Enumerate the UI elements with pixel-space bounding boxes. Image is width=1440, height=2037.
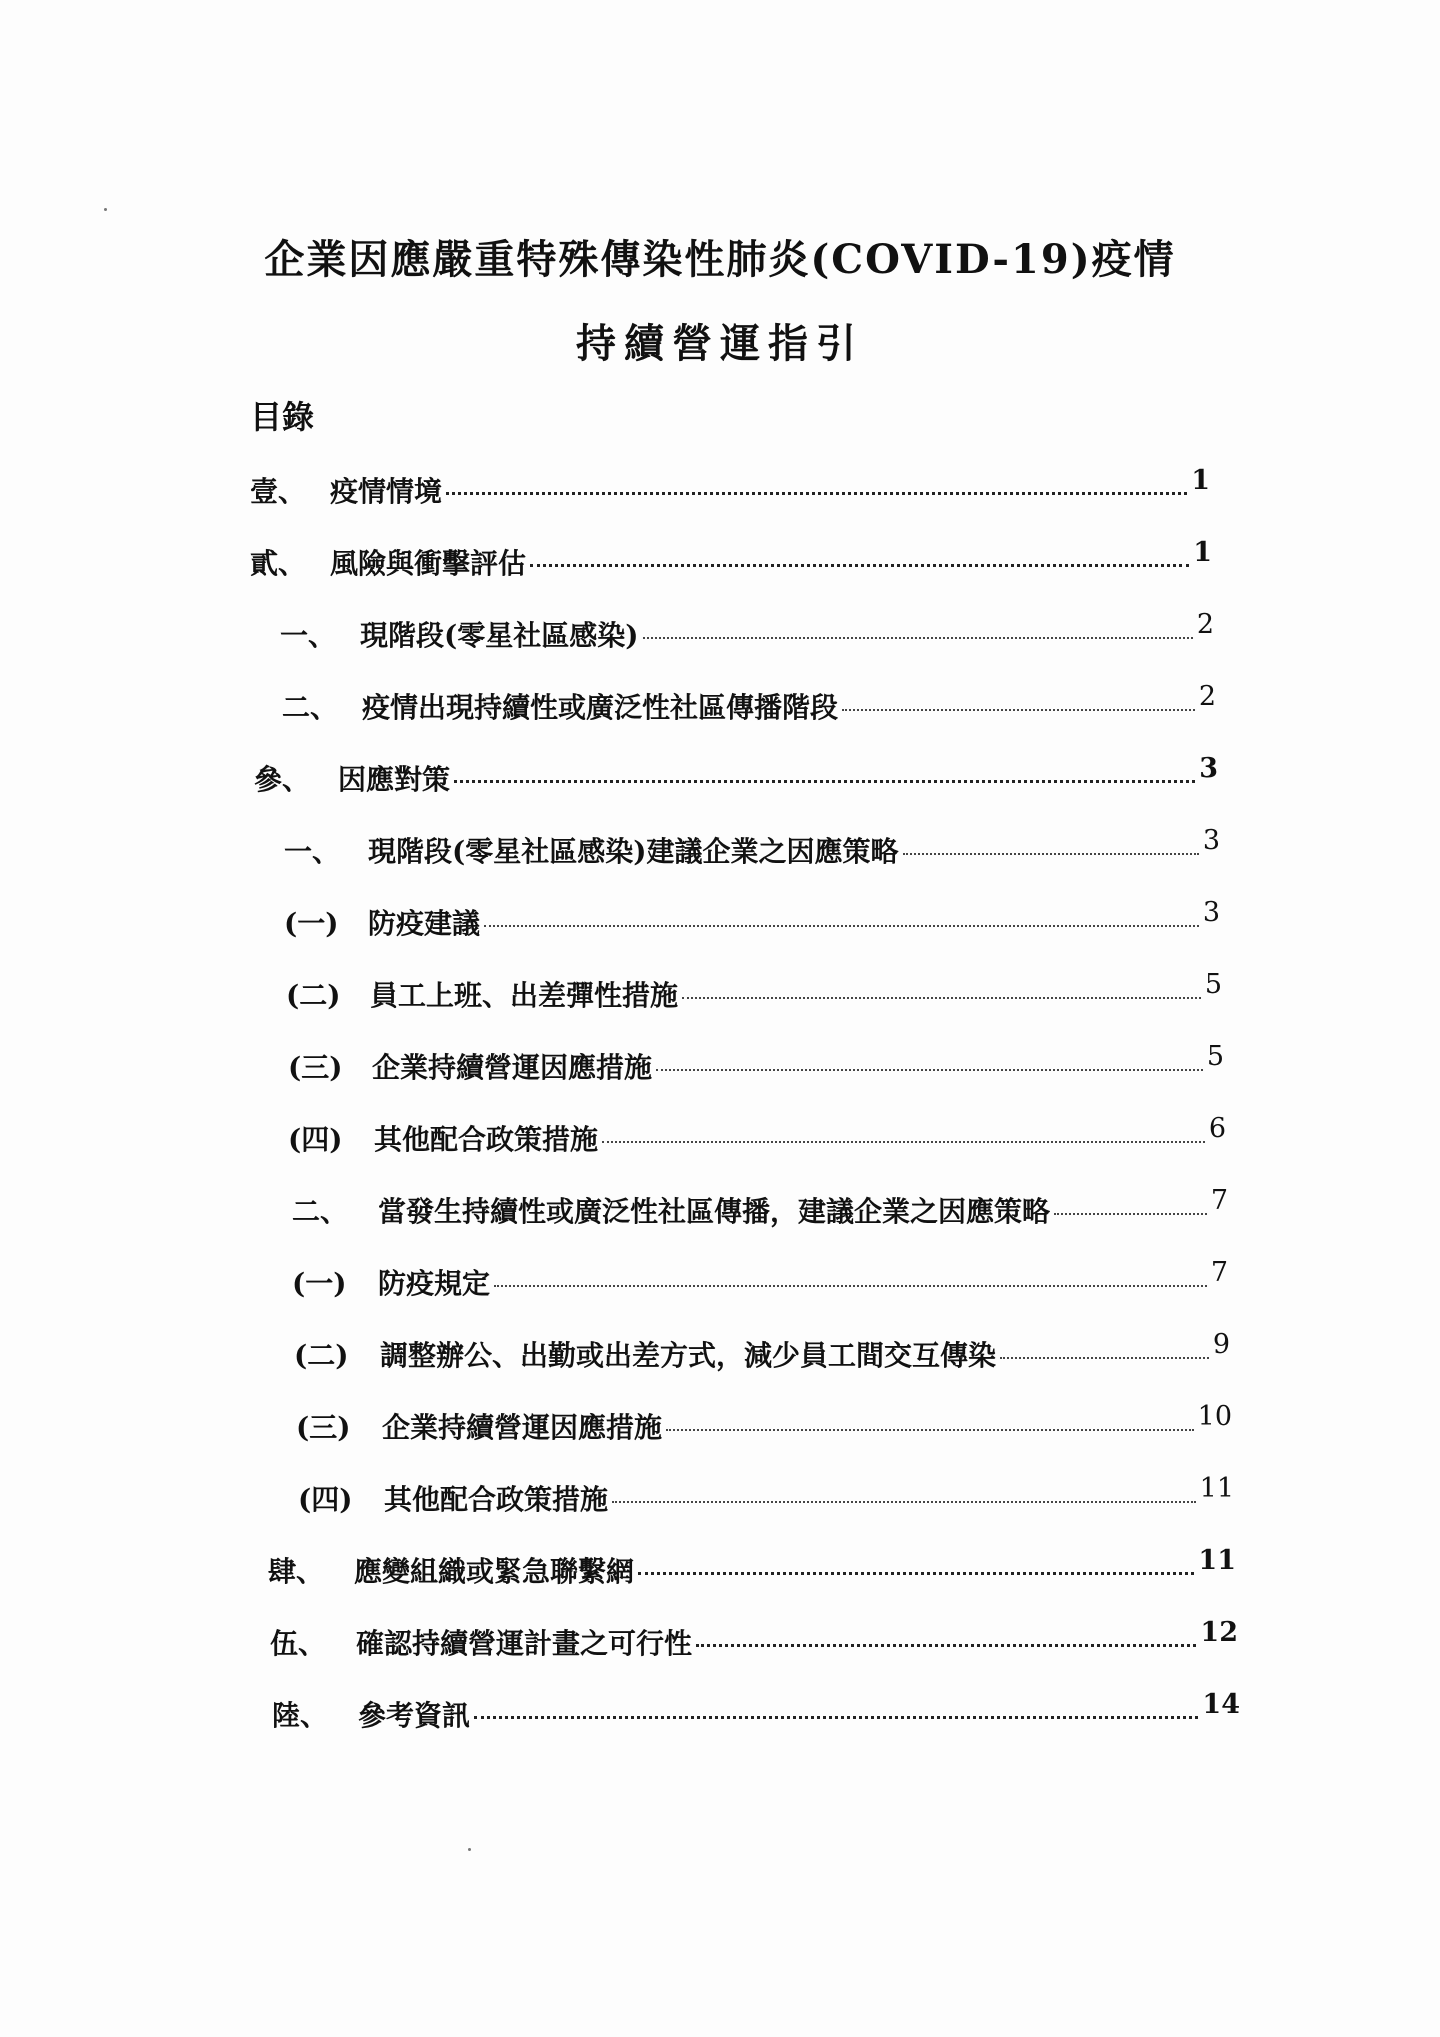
toc-entry-label: 企業持續營運因應措施 xyxy=(372,1051,653,1084)
toc-entry xyxy=(282,681,1216,726)
toc-entry-page: 2 xyxy=(1196,609,1214,640)
toc-entry-page: 7 xyxy=(1210,1257,1228,1288)
scan-speck xyxy=(468,1848,471,1851)
toc-entry xyxy=(294,1329,1230,1374)
toc-leader-dots xyxy=(454,780,1195,783)
toc-entry-number: 一、 xyxy=(280,619,337,652)
toc-entry-page: 1 xyxy=(1191,465,1210,496)
toc-entry-number: (二) xyxy=(294,1339,349,1372)
toc-entry-page: 2 xyxy=(1198,681,1216,712)
scan-speck xyxy=(104,208,107,211)
toc-entry-page: 3 xyxy=(1202,825,1220,856)
toc-entry xyxy=(250,465,1210,510)
toc-leader-dots xyxy=(530,564,1189,567)
toc-entry-label: 員工上班、出差彈性措施 xyxy=(370,979,679,1012)
toc-entry-page: 9 xyxy=(1212,1329,1230,1360)
toc-entry xyxy=(288,1113,1226,1158)
toc-leader-dots xyxy=(643,637,1193,639)
toc-entry-label: 其他配合政策措施 xyxy=(384,1483,609,1516)
toc-entry-page: 12 xyxy=(1200,1617,1238,1648)
toc-entry-label: 風險與衝擊評估 xyxy=(330,547,527,580)
toc-leader-dots xyxy=(612,1501,1196,1503)
toc-entry-page: 6 xyxy=(1208,1113,1226,1144)
toc-leader-dots xyxy=(474,1716,1198,1719)
toc-entry-number: 一、 xyxy=(284,835,341,868)
toc-entry-label: 防疫建議 xyxy=(368,907,481,940)
toc-leader-dots xyxy=(494,1285,1207,1287)
toc-entry xyxy=(298,1473,1234,1518)
toc-leader-dots xyxy=(656,1069,1203,1071)
toc-entry-number: 二、 xyxy=(282,691,339,724)
toc-entry-label: 應變組織或緊急聯繫網 xyxy=(354,1555,635,1588)
toc-entry-page: 11 xyxy=(1198,1545,1236,1576)
toc-entry-number: (四) xyxy=(298,1483,353,1516)
toc-entry xyxy=(288,1041,1224,1086)
toc-entry-number: 二、 xyxy=(292,1195,349,1228)
toc-entry-label: 參考資訊 xyxy=(358,1699,471,1732)
toc-leader-dots xyxy=(1054,1213,1207,1215)
toc-entry xyxy=(284,825,1220,870)
toc-entry xyxy=(286,969,1222,1014)
toc-entry xyxy=(284,897,1220,942)
toc-entry-number: 參、 xyxy=(254,763,311,796)
toc-entry-label: 疫情出現持續性或廣泛性社區傳播階段 xyxy=(362,691,839,724)
toc-entry-page: 3 xyxy=(1202,897,1220,928)
toc-entry xyxy=(250,537,1212,582)
toc-entry-number: 陸、 xyxy=(272,1699,329,1732)
toc-entry-label: 確認持續營運計畫之可行性 xyxy=(356,1627,693,1660)
toc-leader-dots xyxy=(446,492,1187,495)
toc-entry-label: 企業持續營運因應措施 xyxy=(382,1411,663,1444)
toc-entry xyxy=(272,1689,1240,1734)
toc-entry-number: (四) xyxy=(288,1123,343,1156)
toc-entry-number: (三) xyxy=(296,1411,351,1444)
toc-leader-dots xyxy=(842,709,1195,711)
toc-entry-page: 7 xyxy=(1210,1185,1228,1216)
toc-entry-page: 14 xyxy=(1202,1689,1240,1720)
toc-leader-dots xyxy=(1000,1357,1209,1359)
toc-leader-dots xyxy=(602,1141,1205,1143)
toc-entry xyxy=(280,609,1214,654)
toc-heading: 目錄 xyxy=(250,398,315,436)
toc-entry-page: 1 xyxy=(1193,537,1212,568)
toc-entry xyxy=(296,1401,1232,1446)
toc-leader-dots xyxy=(666,1429,1194,1431)
toc-entry-label: 疫情情境 xyxy=(330,475,443,508)
toc-leader-dots xyxy=(638,1572,1194,1575)
document-subtitle: 持續營運指引 xyxy=(576,320,864,367)
toc-entry xyxy=(254,753,1218,798)
toc-leader-dots xyxy=(484,925,1199,927)
toc-entry-page: 5 xyxy=(1206,1041,1224,1072)
toc-entry-number: 壹、 xyxy=(250,475,307,508)
toc-entry-label: 其他配合政策措施 xyxy=(374,1123,599,1156)
toc-leader-dots xyxy=(696,1644,1196,1647)
toc-entry-label: 調整辦公、出勤或出差方式，減少員工間交互傳染 xyxy=(380,1339,997,1372)
document-title: 企業因應嚴重特殊傳染性肺炎(COVID-19)疫情 xyxy=(264,236,1176,283)
toc-entry xyxy=(268,1545,1236,1590)
toc-entry-number: (一) xyxy=(284,907,339,940)
toc-entry-page: 5 xyxy=(1204,969,1222,1000)
toc-entry-number: (一) xyxy=(292,1267,347,1300)
toc-leader-dots xyxy=(903,853,1199,855)
toc-entry-number: 伍、 xyxy=(270,1627,327,1660)
toc-entry xyxy=(292,1185,1228,1230)
toc-entry-number: 肆、 xyxy=(268,1555,325,1588)
toc-entry-number: (三) xyxy=(288,1051,343,1084)
toc-entry-label: 因應對策 xyxy=(338,763,451,796)
toc-entry xyxy=(270,1617,1238,1662)
toc-entry xyxy=(292,1257,1228,1302)
toc-entry-number: (二) xyxy=(286,979,341,1012)
toc-entry-label: 防疫規定 xyxy=(378,1267,491,1300)
toc-entry-label: 當發生持續性或廣泛性社區傳播，建議企業之因應策略 xyxy=(378,1195,1051,1228)
toc-entry-page: 10 xyxy=(1197,1401,1232,1432)
toc-entry-number: 貳、 xyxy=(250,547,307,580)
toc-entry-label: 現階段(零星社區感染) xyxy=(360,619,639,652)
toc-entry-page: 3 xyxy=(1199,753,1218,784)
toc-leader-dots xyxy=(682,997,1201,999)
toc-entry-label: 現階段(零星社區感染)建議企業之因應策略 xyxy=(368,835,899,868)
toc-entry-page: 11 xyxy=(1199,1473,1234,1504)
